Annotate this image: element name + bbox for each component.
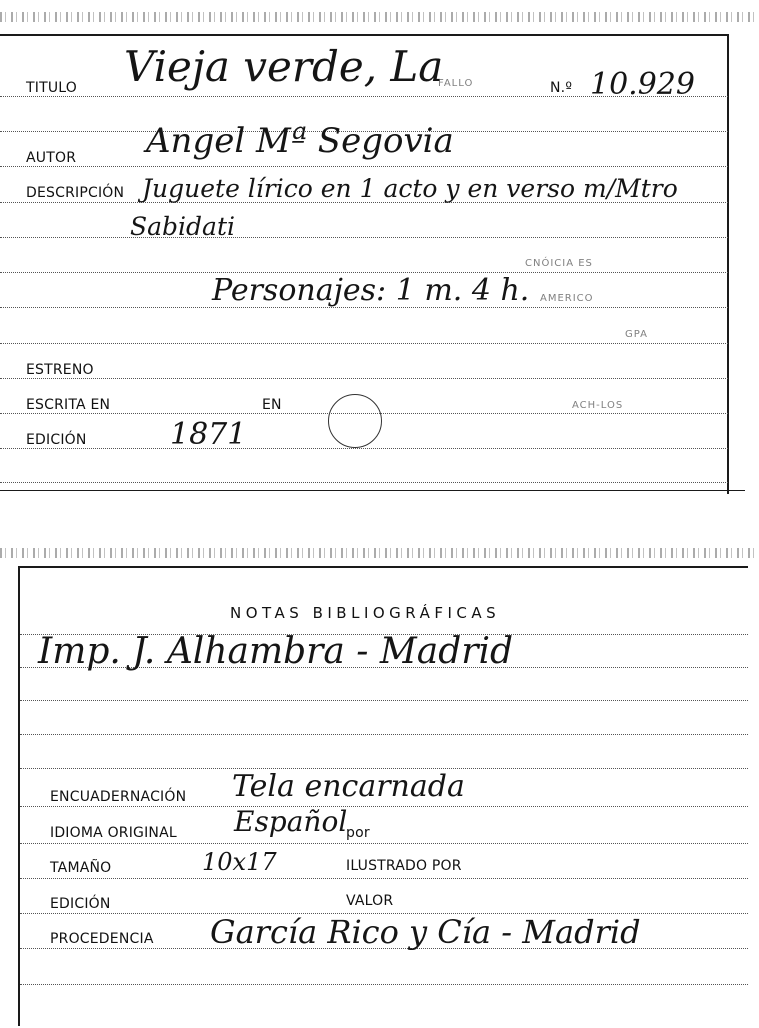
autor-value: Angel Mª Segovia [146, 121, 454, 161]
faded-stamp-text: FALLO [438, 78, 474, 89]
rule [20, 734, 748, 735]
faded-stamp-text: CNÓICIA ES [525, 258, 593, 269]
card-top-edge [0, 548, 759, 558]
valor-label: VALOR [346, 893, 394, 909]
rule [0, 378, 728, 379]
ilustrado-por-label: ILUSTRADO POR [346, 858, 462, 874]
card-top-border [18, 566, 748, 568]
en-label: EN [262, 397, 282, 413]
rule [20, 806, 748, 807]
card-top-edge [0, 12, 759, 22]
titulo-value: Vieja verde, La [124, 42, 444, 91]
tamano-value: 10x17 [202, 848, 277, 876]
rule [0, 448, 728, 449]
card-bottom-border [0, 490, 745, 491]
escrita-en-label: ESCRITA EN [26, 397, 111, 413]
rule [20, 878, 748, 879]
rule [0, 166, 728, 167]
encuadernacion-label: ENCUADERNACIÓN [50, 789, 187, 805]
descripcion-value-line1: Juguete lírico en 1 acto y en verso m/Mtro [142, 174, 678, 203]
titulo-label: TITULO [26, 80, 77, 96]
rule [20, 984, 748, 985]
por-label: por [346, 825, 370, 841]
edicion-value: 1871 [170, 417, 247, 452]
circular-stamp [328, 394, 382, 448]
estreno-label: ESTRENO [26, 362, 94, 378]
numero-value: 10.929 [590, 67, 695, 102]
catalog-card-back [0, 540, 759, 1028]
tamano-label: TAMAÑO [50, 860, 112, 876]
descripcion-label: DESCRIPCIÓN [26, 185, 125, 201]
rule [0, 482, 728, 483]
card-right-border [727, 34, 729, 494]
notas-value: Imp. J. Alhambra - Madrid [38, 631, 514, 672]
personajes-value: Personajes: 1 m. 4 h. [212, 273, 530, 308]
descripcion-value-line2: Sabidati [130, 212, 235, 241]
faded-stamp-text: GPA [625, 329, 648, 340]
encuadernacion-value: Tela encarnada [232, 769, 465, 804]
rule [20, 700, 748, 701]
procedencia-label: PROCEDENCIA [50, 931, 154, 947]
card-left-border [18, 566, 20, 1026]
notas-bibliograficas-title: NOTAS BIBLIOGRÁFICAS [230, 604, 501, 622]
rule [0, 343, 728, 344]
catalog-card-front [0, 0, 759, 500]
procedencia-value: García Rico y Cía - Madrid [210, 913, 641, 951]
idioma-original-label: IDIOMA ORIGINAL [50, 825, 177, 841]
faded-stamp-text: AMERICO [540, 293, 594, 304]
edicion-label: EDICIÓN [50, 896, 111, 912]
idioma-original-value: Español [234, 805, 348, 838]
edicion-label: EDICIÓN [26, 432, 87, 448]
rule [20, 843, 748, 844]
autor-label: AUTOR [26, 150, 77, 166]
rule [0, 237, 728, 238]
numero-label: N.º [550, 80, 573, 96]
card-top-border [0, 34, 728, 36]
faded-stamp-text: ACH-LOS [572, 400, 624, 411]
